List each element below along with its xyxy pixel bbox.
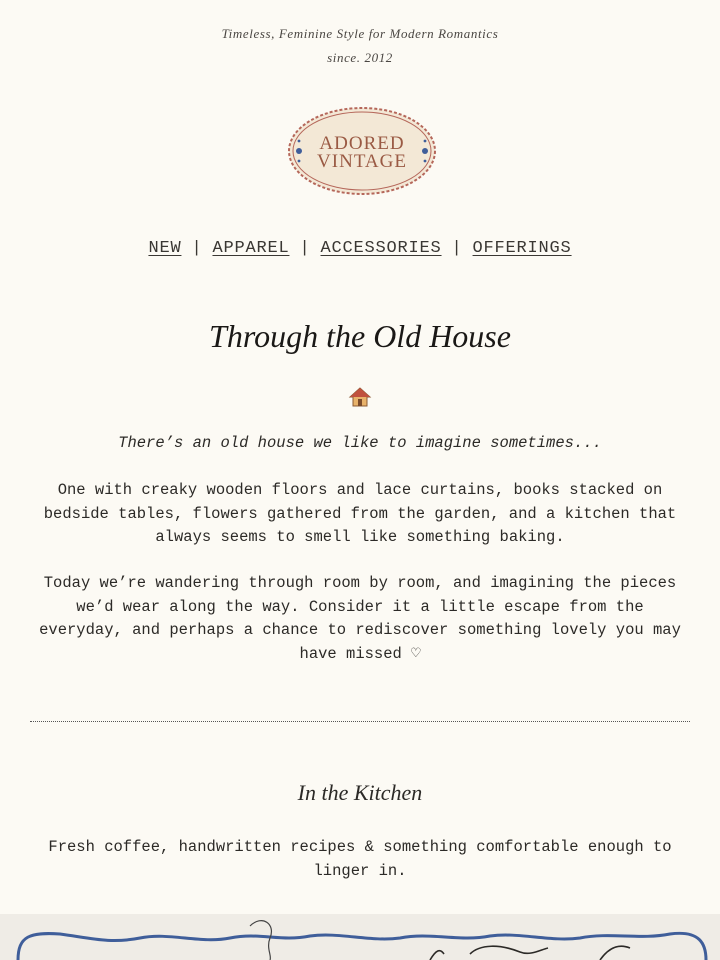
logo-line2: VINTAGE <box>317 151 407 172</box>
nav-separator: | <box>299 239 311 258</box>
nav-separator: | <box>191 239 203 258</box>
body-paragraph: One with creaky wooden floors and lace curtains, books stacked on bedside tables, flowers gathered from the garden, and a kitchen that always seems to smell like something baking. <box>43 481 677 546</box>
kitchen-banner-image[interactable] <box>0 914 720 960</box>
nav-accessories[interactable]: ACCESSORIES <box>320 239 442 258</box>
wavy-frame-graphic <box>0 914 720 960</box>
body-paragraph: Today we’re wandering through room by room, and imagining the pieces we’d wear along the way. Consider it a little escape from the everyday, and perhaps a chance to rediscover something lovely you may have missed ♡ <box>39 574 681 663</box>
nav-new[interactable]: NEW <box>148 239 182 258</box>
house-icon <box>348 386 372 408</box>
section-divider <box>30 721 690 722</box>
logo-line1: ADORED <box>319 133 405 154</box>
tagline: Timeless, Feminine Style for Modern Romantics <box>221 26 499 41</box>
main-nav <box>0 239 720 258</box>
page-title: Through the Old House <box>209 318 511 354</box>
nav-apparel[interactable]: APPAREL <box>212 239 290 258</box>
nav-offerings[interactable]: OFFERINGS <box>472 239 572 258</box>
nav-separator: | <box>451 239 463 258</box>
brand-logo[interactable] <box>284 104 440 198</box>
intro-text: There’s an old house we like to imagine sometimes... <box>118 434 602 452</box>
since-text: since. 2012 <box>327 50 393 65</box>
section-heading: In the Kitchen <box>297 780 423 805</box>
section-text: Fresh coffee, handwritten recipes & something comfortable enough to linger in. <box>48 838 672 880</box>
